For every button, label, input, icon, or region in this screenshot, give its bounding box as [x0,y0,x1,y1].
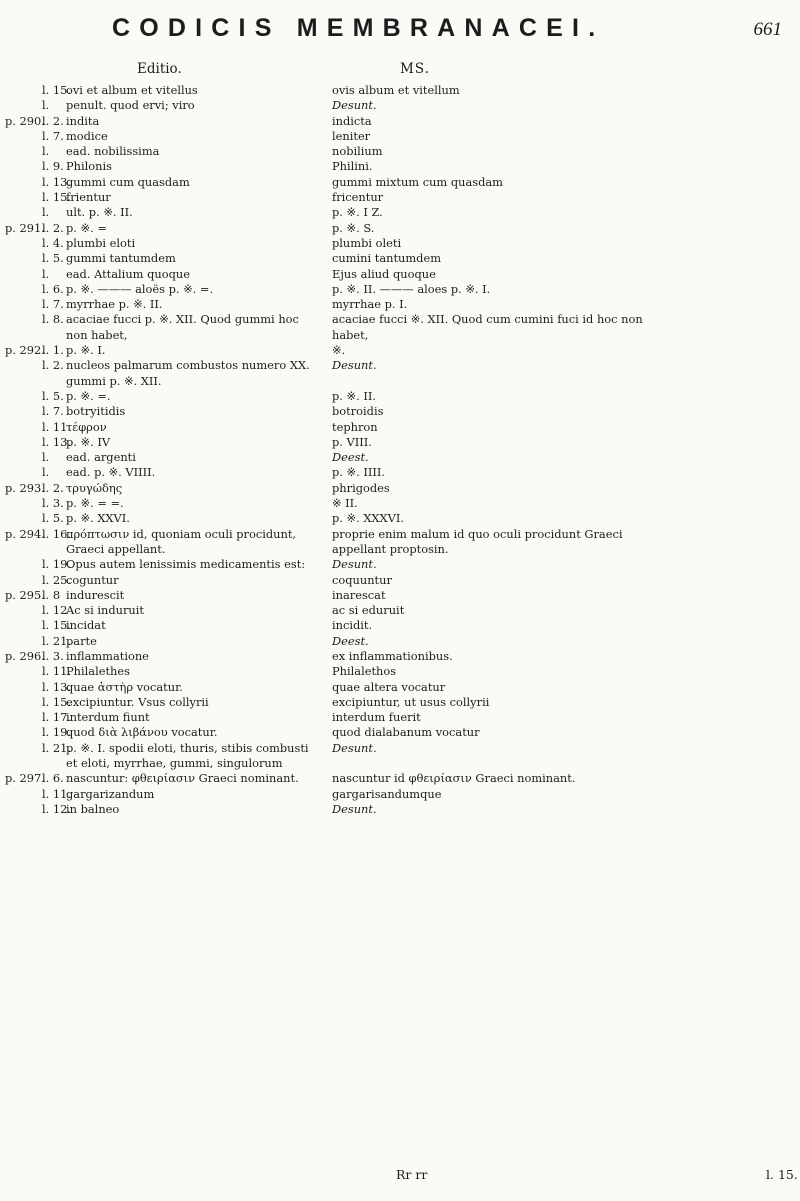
edition-reading: p. ※. = =. [66,496,124,511]
edition-reading: Ac si induruit [66,603,144,618]
line-reference: l. [42,266,50,281]
running-head [0,14,800,54]
edition-reading: incidat [66,618,106,633]
collation-entry [0,680,800,695]
line-reference: l. [42,205,50,220]
collation-entry [0,144,800,159]
collation-list [0,83,800,817]
collation-entry [0,175,800,190]
collation-entry [0,114,800,129]
line-reference: l. 6. [42,281,64,296]
manuscript-reading: nobilium [332,144,383,159]
line-reference: l. 5. [42,251,64,266]
manuscript-reading: Ejus aliud quoque [332,266,436,281]
collation-entry [0,159,800,174]
edition-reading: πρόπτωσιν id, quoniam oculi procidunt, Graeci appellant. [66,526,297,556]
page-reference: p. 294. [5,526,45,541]
line-reference: l. 7. [42,404,64,419]
running-title: CODICIS MEMBRANACEI. [112,14,605,42]
line-reference: l. 3. [42,648,64,663]
edition-reading: p. ※. IV [66,434,111,449]
line-reference: l. 15. [42,618,71,633]
page-reference: p. 297. [5,771,45,786]
line-reference: l. 8. [42,312,64,327]
collation-entry [0,450,800,465]
edition-reading: quod διὰ λιβάνου vocatur. [66,725,218,740]
edition-reading: interdum fiunt [66,710,150,725]
manuscript-reading: Desunt. [332,98,377,113]
manuscript-reading: interdum fuerit [332,710,421,725]
collation-entry [0,634,800,649]
manuscript-reading: ac si eduruit [332,603,405,618]
collation-entry [0,404,800,419]
manuscript-reading: nascuntur id φθειρίασιν Graeci nominant. [332,771,576,786]
edition-reading: frientur [66,190,111,205]
collation-entry [0,603,800,618]
line-reference: l. 21. [42,740,71,755]
manuscript-reading: Desunt. [332,557,377,572]
manuscript-column-heading: MS. [400,61,430,77]
line-reference: l. 7. [42,297,64,312]
manuscript-reading: ※. [332,343,346,358]
line-reference: l. 12 [42,603,68,618]
collation-entry [0,389,800,404]
line-reference: l. 2. [42,220,64,235]
line-reference: l. 15. [42,694,71,709]
edition-reading: ead. nobilissima [66,144,160,159]
edition-reading: coguntur [66,572,119,587]
line-reference: l. 11. [42,664,71,679]
collation-entry [0,420,800,435]
edition-reading: penult. quod ervi; viro [66,98,195,113]
page-reference: p. 296. [5,648,45,663]
line-reference: l. 4. [42,235,64,250]
collation-entry [0,221,800,236]
edition-reading: p. ※. I. [66,343,106,358]
manuscript-reading: p. ※. IIII. [332,465,385,480]
collation-entry [0,725,800,740]
manuscript-reading: inarescat [332,587,386,602]
edition-reading: p. ※. = [66,220,107,235]
edition-reading: τέφρον [66,419,107,434]
page-reference: p. 290. [5,113,45,128]
manuscript-reading: indicta [332,113,372,128]
edition-reading: Philonis [66,159,112,174]
manuscript-reading: ovis album et vitellum [332,83,460,97]
line-reference: l. [42,465,50,480]
line-reference: l. [42,450,50,465]
line-reference: l. 25. [42,572,71,587]
line-reference: l. 13. [42,679,71,694]
line-reference: l. 12. [42,801,71,816]
collation-entry [0,343,800,358]
edition-reading: p. ※. =. [66,388,111,403]
collation-entry [0,588,800,603]
page-number: 661 [753,19,782,40]
line-reference: l. 19. [42,725,71,740]
manuscript-reading: Deest. [332,450,369,465]
line-reference: l. [42,144,50,159]
line-reference: l. 3. [42,496,64,511]
edition-reading: indurescit [66,587,125,602]
manuscript-reading: p. ※. XXXVI. [332,511,404,526]
line-reference: l. 2. [42,113,64,128]
collation-entry [0,358,800,389]
manuscript-reading: tephron [332,419,378,434]
collation-entry [0,695,800,710]
collation-entry [0,297,800,312]
collation-entry [0,710,800,725]
manuscript-reading: phrigodes [332,480,390,495]
collation-entry [0,557,800,572]
manuscript-reading: p. ※. II. ——— aloes p. ※. I. [332,281,491,296]
manuscript-reading: gummi mixtum cum quasdam [332,174,503,189]
edition-reading: excipiuntur. Vsus collyrii [66,694,209,709]
line-reference: l. 8 [42,587,61,602]
line-reference: l. 6. [42,771,64,786]
edition-reading: Philalethes [66,664,130,679]
manuscript-reading: excipiuntur, ut usus collyrii [332,694,490,709]
manuscript-reading: p. ※. S. [332,220,375,235]
manuscript-reading: quod dialabanum vocatur [332,725,480,740]
line-reference: l. 11. [42,786,71,801]
edition-reading: nucleos palmarum combustos numero XX. gummi p. ※. XII. [66,358,310,388]
edition-reading: botryitidis [66,404,126,419]
manuscript-reading: botroidis [332,404,384,419]
edition-reading: p. ※. ——— aloës p. ※. =. [66,281,214,296]
edition-reading: p. ※. XXVI. [66,511,130,526]
edition-reading: inflammatione [66,648,149,663]
edition-reading: nascuntur: φθειρίασιν Graeci nominant. [66,771,299,786]
collation-entry [0,787,800,802]
edition-reading: ult. p. ※. II. [66,205,133,220]
collation-entry [0,83,800,98]
edition-column-heading: Editio. [137,61,182,77]
edition-reading: gummi cum quasdam [66,174,190,189]
edition-reading: τρυγώδης [66,480,123,495]
manuscript-reading: ※ II. [332,496,358,511]
manuscript-reading: proprie enim malum id quo oculi procidunt Graeci appellant proptosin. [332,526,623,556]
signature-mark: l. 15. [766,1167,798,1182]
manuscript-reading: Philalethos [332,664,397,679]
collation-entry [0,465,800,480]
collation-entry [0,802,800,817]
line-reference: l. 15. [42,83,71,97]
line-reference: l. 5. [42,511,64,526]
collation-entry [0,190,800,205]
line-reference: l. 13. [42,174,71,189]
collation-entry [0,282,800,297]
collation-entry [0,98,800,113]
collation-entry [0,267,800,282]
manuscript-reading: incidit. [332,618,373,633]
manuscript-reading: ex inflammationibus. [332,648,453,663]
collation-entry [0,511,800,526]
collation-entry [0,618,800,633]
manuscript-reading: fricentur [332,190,384,205]
manuscript-reading: Deest. [332,633,369,648]
manuscript-reading: quae altera vocatur [332,679,446,694]
line-reference: l. 2. [42,358,64,373]
collation-entry [0,205,800,220]
line-reference: l. 9. [42,159,64,174]
line-reference: l. [42,98,50,113]
collation-entry [0,312,800,343]
page-reference: p. 291. [5,220,45,235]
page-reference: p. 293. [5,480,45,495]
manuscript-reading: leniter [332,128,371,143]
manuscript-reading: Desunt. [332,358,377,373]
line-reference: l. 21. [42,633,71,648]
line-reference: l. 2. [42,480,64,495]
collation-entry [0,649,800,664]
manuscript-reading: myrrhae p. I. [332,297,408,312]
edition-reading: in balneo [66,801,120,816]
edition-reading: ead. argenti [66,450,136,465]
collation-entry [0,771,800,786]
line-reference: l. 19. [42,557,71,572]
line-reference: l. 5. [42,388,64,403]
line-reference: l. 16. [42,526,71,541]
manuscript-reading: acaciae fucci ※. XII. Quod cum cumini fuci id hoc non habet, [332,312,643,342]
collation-entry [0,664,800,679]
edition-reading: acaciae fucci p. ※. XII. Quod gummi hoc non habet, [66,312,299,342]
line-reference: l. 17. [42,710,71,725]
manuscript-reading: p. ※. I Z. [332,205,383,220]
line-reference: l. 1. [42,343,64,358]
collation-entry [0,251,800,266]
edition-reading: myrrhae p. ※. II. [66,297,163,312]
edition-reading: parte [66,633,97,648]
edition-reading: ead. Attalium quoque [66,266,190,281]
manuscript-reading: Desunt. [332,801,377,816]
collation-entry [0,435,800,450]
collation-entry [0,741,800,772]
line-reference: l. 7. [42,128,64,143]
manuscript-reading: p. ※. II. [332,388,376,403]
edition-reading: gargarizandum [66,786,155,801]
manuscript-reading: cumini tantumdem [332,251,442,266]
collation-entry [0,236,800,251]
edition-reading: gummi tantumdem [66,251,176,266]
manuscript-reading: p. VIII. [332,434,372,449]
line-reference: l. 13. [42,434,71,449]
manuscript-reading: coquuntur [332,572,392,587]
edition-reading: ead. p. ※. VIIII. [66,465,156,480]
edition-reading: Opus autem lenissimis medicamentis est: [66,557,306,572]
collation-entry [0,129,800,144]
collation-entry [0,481,800,496]
collation-entry [0,527,800,558]
edition-reading: p. ※. I. spodii eloti, thuris, stibis combusti et eloti, myrrhae, gummi, singulorum [66,740,309,771]
edition-reading: indita [66,113,100,128]
collation-entry [0,496,800,511]
manuscript-reading: gargarisandumque [332,786,442,801]
edition-reading: plumbi eloti [66,235,136,250]
manuscript-reading: plumbi oleti [332,235,402,250]
edition-reading: ovi et album et vitellus [66,83,198,97]
manuscript-reading: Desunt. [332,740,377,755]
manuscript-reading: Philini. [332,159,373,174]
catchword: Rr rr [396,1167,428,1182]
collation-entry [0,573,800,588]
line-reference: l. 11. [42,419,71,434]
edition-reading: modice [66,128,108,143]
page-reference: p. 295. [5,587,45,602]
edition-reading: quae ἀστὴρ vocatur. [66,679,183,694]
line-reference: l. 15. [42,190,71,205]
page-reference: p. 292. [5,343,45,358]
